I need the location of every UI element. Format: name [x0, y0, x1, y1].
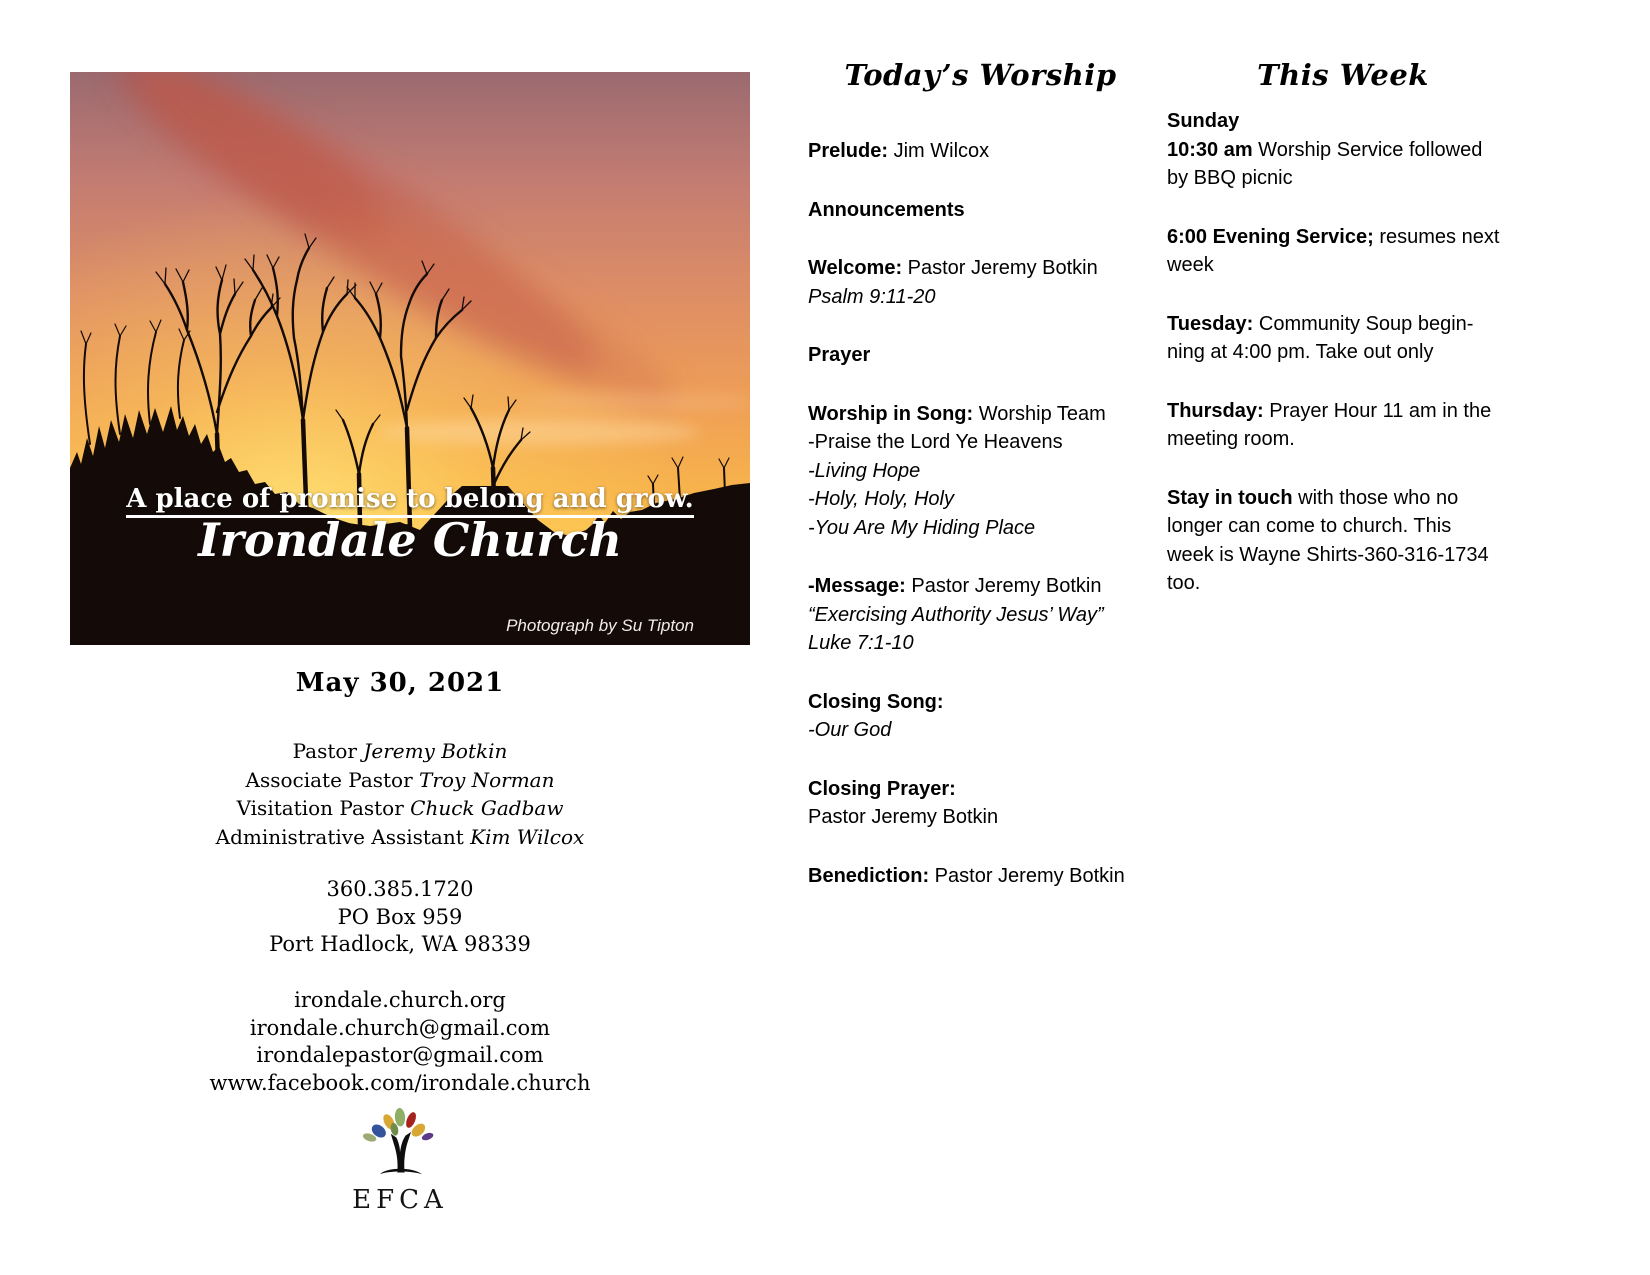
efca-logo-icon	[354, 1106, 446, 1180]
church-links	[70, 987, 730, 1097]
text-segment: ning at 4:00 pm. Take out only	[1167, 341, 1434, 363]
photo-slogan: A place of promise to belong and grow.	[70, 484, 750, 514]
text-segment: 6:00 Evening Service;	[1167, 225, 1374, 248]
text-line	[1167, 338, 1519, 367]
text-segment: Prelude:	[808, 140, 889, 162]
photo-church-name: Irondale Church	[198, 513, 622, 567]
text-line	[808, 428, 1153, 457]
text-line	[808, 254, 1153, 283]
paragraph	[808, 862, 1153, 891]
paragraph	[808, 688, 1153, 745]
text-segment: Kim Wilcox	[470, 824, 585, 849]
text-segment: -You Are My Hiding Place	[808, 516, 1036, 539]
text-segment: Pastor	[292, 739, 364, 763]
text-line	[1167, 251, 1519, 280]
text-segment: Closing Prayer:	[808, 777, 956, 800]
text-line	[808, 803, 1153, 832]
text-line	[1167, 136, 1519, 165]
text-line	[808, 862, 1153, 891]
staff-list	[70, 737, 730, 851]
text-segment: Luke 7:1-10	[808, 632, 914, 654]
paragraph	[70, 737, 730, 851]
text-segment: week	[1167, 254, 1214, 276]
cover-photo	[70, 72, 750, 645]
text-line	[1167, 397, 1519, 426]
text-segment: Welcome:	[808, 257, 903, 279]
paragraph	[1167, 484, 1519, 598]
text-segment: Pastor Jeremy Botkin	[929, 864, 1125, 887]
paragraph	[1167, 107, 1519, 193]
week-heading: This Week	[1257, 58, 1429, 92]
text-line	[808, 341, 1153, 370]
text-segment: Worship in Song:	[808, 402, 974, 425]
text-segment: Worship Service followed	[1252, 138, 1483, 161]
worship-column	[808, 56, 1153, 890]
text-line	[808, 572, 1153, 601]
worship-order	[808, 137, 1153, 890]
text-segment: Announcements	[808, 198, 965, 221]
paragraph	[808, 572, 1153, 658]
text-segment: Closing Song:	[808, 690, 944, 713]
text-segment: with those who no	[1292, 486, 1459, 509]
text-line	[1167, 223, 1519, 252]
text-segment: Worship Team	[973, 402, 1106, 425]
text-line	[808, 601, 1153, 630]
text-segment: -Our God	[808, 719, 892, 741]
paragraph	[808, 400, 1153, 543]
text-segment: Pastor Jeremy Botkin	[808, 806, 999, 828]
text-line	[1167, 541, 1519, 570]
paragraph	[808, 341, 1153, 370]
text-segment: week is Wayne Shirts-360-316-1734	[1167, 543, 1489, 566]
contact-block	[70, 876, 730, 959]
text-line: irondale.church.org	[294, 988, 506, 1012]
paragraph	[808, 137, 1153, 166]
text-segment: Community Soup begin-	[1253, 312, 1474, 335]
text-line	[1167, 425, 1519, 454]
text-segment: Pastor Jeremy Botkin	[905, 575, 1102, 597]
text-line: www.facebook.com/irondale.church	[209, 1070, 591, 1095]
text-segment: Pastor Jeremy Botkin	[902, 257, 1098, 279]
text-segment: Stay in touch	[1167, 486, 1293, 509]
text-line: 360.385.1720	[326, 877, 474, 901]
text-line	[1167, 569, 1519, 598]
text-line	[808, 514, 1153, 543]
text-segment: Thursday:	[1167, 399, 1264, 422]
text-line	[808, 629, 1153, 658]
text-segment: Sunday	[1167, 110, 1240, 132]
text-segment: Associate Pastor	[245, 767, 420, 792]
paragraph	[1167, 310, 1519, 367]
service-date: May 30, 2021	[295, 668, 505, 698]
text-line	[70, 766, 730, 795]
text-segment: Prayer	[808, 344, 871, 366]
efca-label: EFCA	[352, 1185, 448, 1215]
text-segment: Psalm 9:11-20	[808, 285, 936, 308]
text-line	[808, 196, 1153, 225]
photo-credit: Photograph by Su Tipton	[506, 616, 694, 635]
text-segment: longer can come to church. This	[1167, 515, 1452, 537]
text-line	[1167, 310, 1519, 339]
text-line	[808, 137, 1153, 166]
text-segment: Chuck Gadbaw	[410, 796, 564, 820]
text-segment: Administrative Assistant	[215, 824, 471, 849]
efca-block	[70, 1106, 730, 1215]
text-segment: -Message:	[808, 575, 906, 597]
text-line	[808, 775, 1153, 804]
paragraph	[1167, 223, 1519, 280]
text-segment: Tuesday:	[1167, 312, 1254, 335]
text-line	[1167, 484, 1519, 513]
week-column	[1167, 56, 1519, 598]
paragraph	[808, 196, 1153, 225]
text-line	[1167, 512, 1519, 541]
text-line	[1167, 107, 1519, 136]
text-line	[808, 485, 1153, 514]
text-segment: Benediction:	[808, 864, 930, 887]
paragraph	[808, 775, 1153, 832]
text-segment: resumes next	[1373, 225, 1500, 248]
text-segment: too.	[1167, 572, 1201, 594]
text-line	[808, 283, 1153, 312]
text-line: irondalepastor@gmail.com	[256, 1043, 544, 1067]
text-segment: meeting room.	[1167, 428, 1295, 450]
text-segment: Troy Norman	[419, 767, 555, 792]
text-line	[808, 457, 1153, 486]
text-line: irondale.church@gmail.com	[249, 1015, 551, 1040]
text-line: PO Box 959	[337, 904, 463, 929]
text-line	[70, 737, 730, 766]
paragraph	[808, 254, 1153, 311]
text-segment: Jim Wilcox	[888, 140, 990, 162]
text-line	[1167, 164, 1519, 193]
text-line	[808, 688, 1153, 717]
text-segment: 10:30 am	[1167, 138, 1253, 161]
text-segment: -Holy, Holy, Holy	[808, 488, 954, 510]
week-schedule	[1167, 107, 1519, 598]
text-segment: Prayer Hour 11 am in the	[1263, 399, 1492, 422]
text-segment: “Exercising Authority Jesus’ Way”	[808, 603, 1104, 626]
text-segment: Jeremy Botkin	[363, 739, 508, 763]
text-segment: -Living Hope	[808, 459, 921, 482]
text-segment: Visitation Pastor	[236, 796, 411, 820]
worship-heading: Today’s Worship	[844, 58, 1117, 92]
text-line	[70, 823, 730, 852]
text-line	[808, 400, 1153, 429]
text-line: Port Hadlock, WA 98339	[269, 932, 531, 956]
text-segment: by BBQ picnic	[1167, 167, 1293, 189]
text-line	[70, 794, 730, 823]
paragraph	[1167, 397, 1519, 454]
text-line	[808, 716, 1153, 745]
text-segment: -Praise the Lord Ye Heavens	[808, 431, 1063, 453]
